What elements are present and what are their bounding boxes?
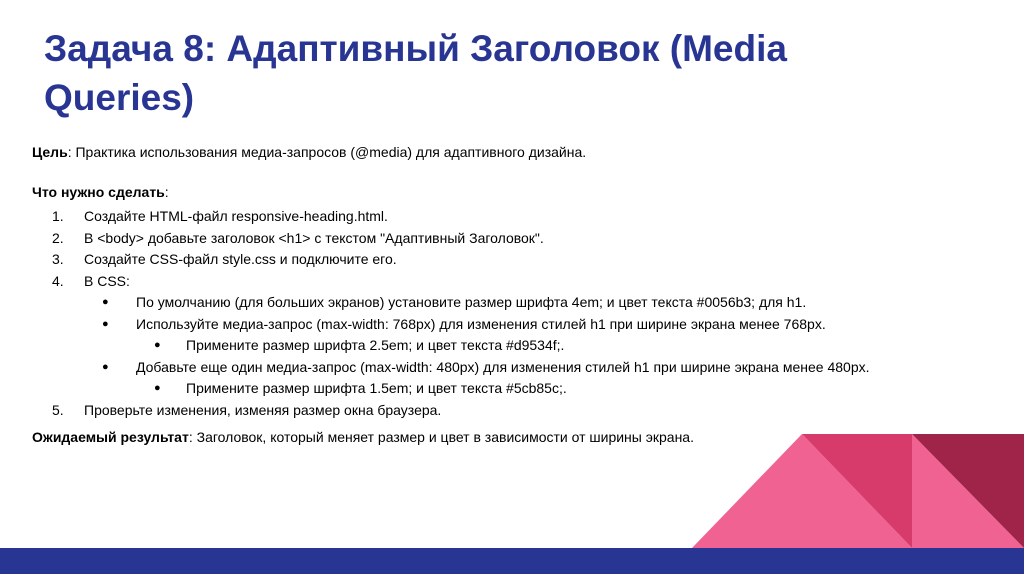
css-rule-item: ● По умолчанию (для больших экранов) установите размер шрифта 4em; и цвет текста #0056b3; для h1. — [84, 292, 992, 314]
bullet-icon: ● — [102, 317, 109, 330]
css-rule-sublist — [136, 335, 992, 357]
step-item: 3. Создайте CSS-файл style.css и подключите его. — [52, 251, 397, 267]
goal-label: Цель — [32, 144, 68, 160]
goal-text: : Практика использования медиа-запросов (@media) для адаптивного дизайна. — [67, 144, 587, 160]
step-item: 1. Создайте HTML-файл responsive-heading.html. — [52, 208, 388, 224]
bullet-icon: ● — [154, 382, 161, 394]
expected-label: Ожидаемый результат — [32, 429, 189, 445]
css-rule-sublist — [136, 378, 992, 400]
todo-heading: Что нужно сделать: — [32, 184, 169, 200]
decorative-triangles — [692, 434, 1024, 548]
slide-title: Задача 8: Адаптивный Заголовок (Media Queries) — [44, 28, 787, 118]
goal-paragraph — [32, 142, 992, 162]
bullet-icon: ● — [102, 296, 109, 308]
css-rule-item: ● Используйте медиа-запрос (max-width: 768px) для изменения стилей h1 при ширине экрана менее 768px. ● Примените размер шрифта 2.5em; и цвет текста #d9534f;. — [84, 314, 992, 357]
step-item: 2. В <body> добавьте заголовок <h1> с текстом "Адаптивный Заголовок". — [52, 229, 544, 246]
css-rule-subitem: ● Примените размер шрифта 1.5em; и цвет текста #5cb85c;. — [136, 378, 992, 400]
step-item: 5. Проверьте изменения, изменяя размер окна браузера. — [52, 401, 442, 418]
step-item: 4. В CSS: ● По умолчанию (для больших экранов) установите размер шрифта 4em; и цвет текста #0056b3; для h1. ● Используйте медиа-запрос (max-width: 768px) для изменения стилей h1 при ширине экрана менее 768px. ● Примените размер шрифта 2.5em; и цвет текста #d9534f;. ● Добавьте еще один медиа-запрос (max-width: 480px) для изменения стилей h1 при ширине экрана менее 480px. ● Примените размер шрифта 1.5em; и цвет текста #5cb85c;. — [32, 271, 992, 400]
css-rules-list — [84, 292, 992, 400]
css-rule-item: ● Добавьте еще один медиа-запрос (max-width: 480px) для изменения стилей h1 при ширине экрана менее 480px. ● Примените размер шрифта 1.5em; и цвет текста #5cb85c;. — [84, 357, 992, 400]
bullet-icon: ● — [154, 339, 161, 351]
slide-body — [32, 142, 992, 447]
css-rule-subitem: ● Примените размер шрифта 2.5em; и цвет текста #d9534f;. — [136, 335, 992, 357]
bullet-icon: ● — [102, 360, 109, 373]
expected-text: : Заголовок, который меняет размер и цвет в зависимости от ширины экрана. — [188, 429, 694, 445]
steps-list — [32, 206, 992, 421]
footer-bar — [0, 548, 1024, 574]
todo-label: Что нужно сделать — [32, 184, 165, 200]
